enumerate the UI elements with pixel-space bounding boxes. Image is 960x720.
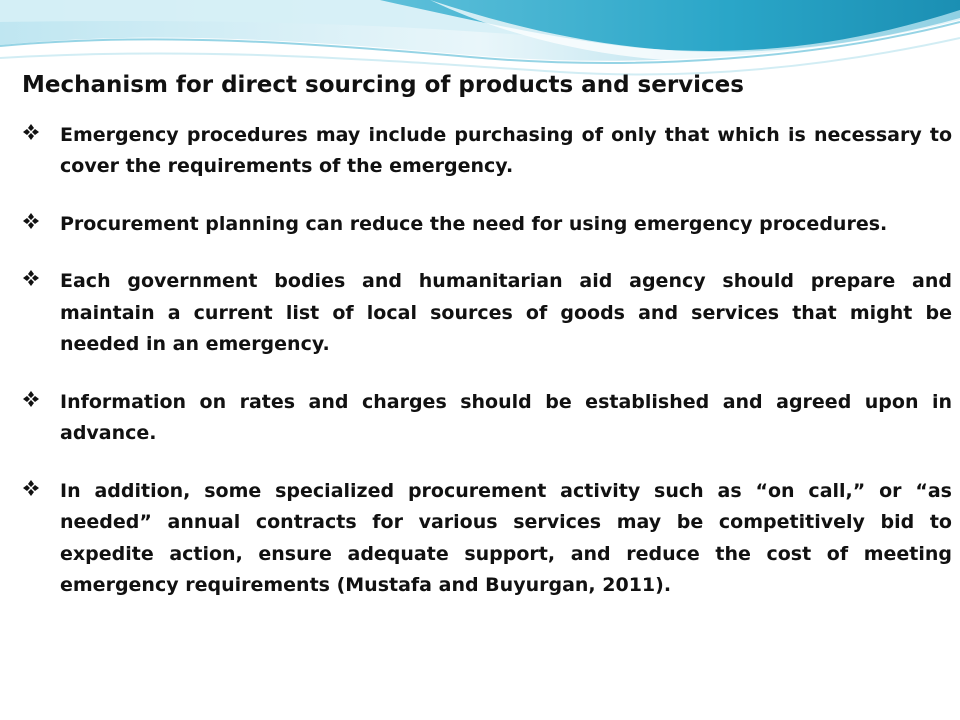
four-diamond-bullet-icon xyxy=(22,123,40,141)
four-diamond-bullet-icon xyxy=(22,212,40,230)
slide-title: Mechanism for direct sourcing of products and services xyxy=(22,72,744,98)
bullet-text: Information on rates and charges should be established and agreed upon in advance. xyxy=(60,390,952,445)
slide-content xyxy=(22,72,952,628)
four-diamond-bullet-icon xyxy=(22,269,40,287)
bullet-item xyxy=(22,209,952,241)
bullet-text: Each government bodies and humanitarian aid agency should prepare and maintain a current list of local sources of goods and services that might be needed in an emergency. xyxy=(60,270,952,356)
bullet-list xyxy=(22,120,952,602)
four-diamond-bullet-icon xyxy=(22,390,40,408)
bullet-text: Procurement planning can reduce the need for using emergency procedures. xyxy=(60,212,888,235)
bullet-item xyxy=(22,476,952,602)
bullet-item xyxy=(22,387,952,450)
bullet-text: Emergency procedures may include purchasing of only that which is necessary to cover the requirements of the emergency. xyxy=(60,123,952,178)
four-diamond-bullet-icon xyxy=(22,479,40,497)
bullet-item xyxy=(22,120,952,183)
bullet-item xyxy=(22,266,952,361)
bullet-text: In addition, some specialized procurement activity such as “on call,” or “as needed” annual contracts for various services may be competitively bid to expedite action, ensure adequate support, and reduce the cost of meeting emergency requirements (Mustafa and Buyurgan, 2011). xyxy=(60,479,952,597)
